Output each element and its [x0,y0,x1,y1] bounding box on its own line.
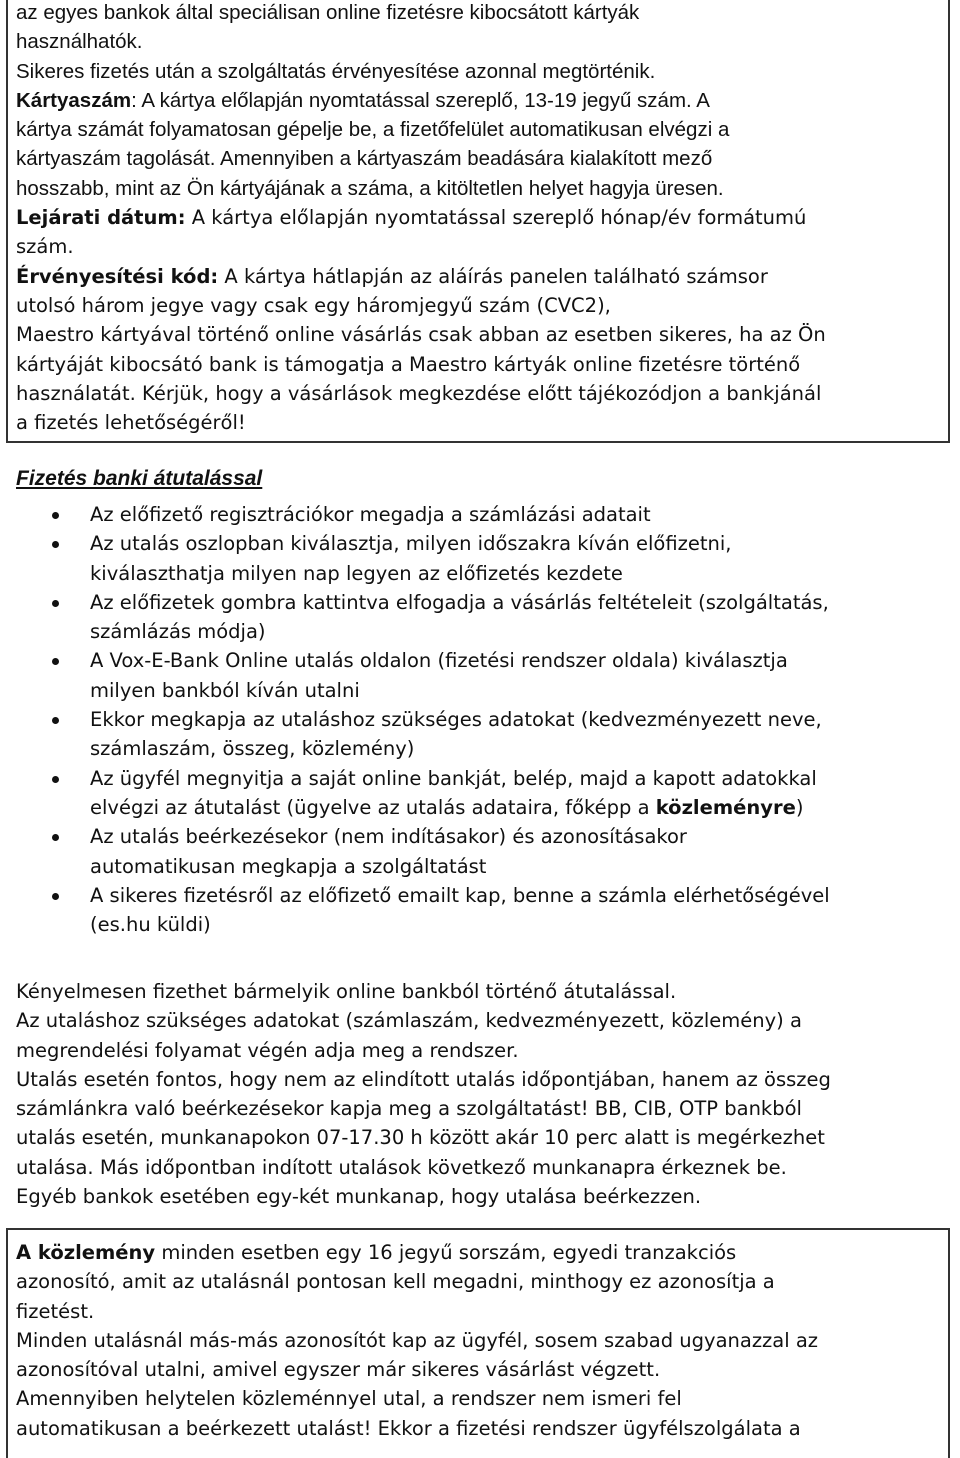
text-span: minden esetben egy 16 jegyű sorszám, egyedi tranzakciós [155,1241,737,1264]
text-span: elvégzi az átutalást (ügyelve az utalás adataira, főképp a [90,795,656,819]
bullet-icon [52,512,59,519]
text-line: Minden utalásnál más-más azonosítót kap az ügyfél, sosem szabad ugyanazzal az [16,1328,819,1352]
bullet-icon [52,600,59,607]
text-line: számlánkra való beérkezésekor kapja meg a szolgáltatást! BB, CIB, OTP bankból [16,1097,802,1121]
text-line: használhatók. [16,30,143,54]
list-item [16,500,946,529]
text-line: (es.hu küldi) [90,913,211,937]
text-line: automatikusan megkapja a szolgáltatást [90,854,487,878]
announcement-paragraph [16,1238,940,1267]
list-item [16,881,946,940]
bullet-icon [52,776,59,783]
bullet-icon [52,658,59,665]
text-line: Amennyiben helytelen közleménnyel utal, a rendszer nem ismeri fel [16,1387,682,1411]
text-span: A kártya hátlapján az aláírás panelen található számsor [218,264,768,288]
announcement-label: A közlemény [16,1241,156,1264]
text-line: kártya számát folyamatosan gépelje be, a fizetőfelület automatikusan elvégzi a [16,118,730,142]
text-line: kártyáját kibocsátó bank is támogatja a Maestro kártyák online fizetésre történő [16,352,801,376]
text-line: A Vox-E-Bank Online utalás oldalon (fizetési rendszer oldala) kiválasztja [90,649,788,673]
card-intro-text [16,0,940,203]
text-line: Ekkor megkapja az utaláshoz szükséges adatokat (kedvezményezett neve, [90,708,822,732]
text-span: kártyaszám tagolását. [16,147,216,171]
list-item [16,705,946,764]
text-line: azonosító, amit az utalásnál pontosan kell megadni, minthogy ez azonosítja a [16,1270,775,1294]
text-line [90,793,946,822]
list-item [16,764,946,823]
expiry-label: Lejárati dátum: [16,206,186,230]
text-line: utalás esetén, munkanapokon 07-17.30 h között akár 10 perc alatt is megérkezhet [16,1126,825,1150]
text-line: azonosítóval utalni, amivel egyszer már sikeres vásárlást végzett. [16,1358,661,1382]
list-item [16,529,946,588]
bank-transfer-heading: Fizetés banki átutalással [16,467,263,490]
text-line: milyen bankból kíván utalni [90,678,360,702]
text-line: a fizetés lehetőségéről! [16,411,246,435]
text-line: Maestro kártyával történő online vásárlás csak abban az esetben sikeres, ha az Ön [16,323,826,347]
text-line: az egyes bankok által speciálisan online fizetésre kibocsátott kártyák [16,1,640,24]
text-line: utolsó három jegye vagy csak egy háromjegyű szám (CVC2), [16,293,611,317]
text-line: fizetést. [16,1299,95,1323]
text-line: Utalás esetén fontos, hogy nem az elindított utalás időpontjában, hanem az összeg [16,1067,831,1091]
list-item [16,588,946,647]
list-item [16,646,946,705]
text-line: automatikusan a beérkezett utalást! Ekkor a fizetési rendszer ügyfélszolgálata a [16,1416,801,1440]
text-line: megrendelési folyamat végén adja meg a rendszer. [16,1038,519,1062]
list-item [16,822,946,881]
bullet-icon [52,717,59,724]
cvc-label: Érvényesítési kód: [16,264,219,288]
text-span: Amennyiben a kártyaszám beadására kialakított mező [215,147,713,171]
cvc-paragraph [16,262,940,291]
text-line: Az utaláshoz szükséges adatokat (számlaszám, kedvezményezett, közlemény) a [16,1009,802,1033]
text-span: : A kártya előlapján nyomtatással szereplő, 13-19 jegyű szám. A [131,88,710,112]
text-line: Kényelmesen fizethet bármelyik online bankból történő átutalással. [16,980,677,1003]
text-line: Az előfizetek gombra kattintva elfogadja a vásárlás feltételeit (szolgáltatás, [90,590,829,614]
text-span: A kártya előlapján nyomtatással szereplő hónap/év formátumú [185,206,807,230]
text-line: Az ügyfél megnyitja a saját online bankját, belép, majd a kapott adatokkal [90,766,817,790]
expiry-paragraph [16,203,940,232]
text-line: A sikeres fizetésről az előfizető emailt kap, benne a számla elérhetőségével [90,883,830,907]
text-line: számlaszám, összeg, közlemény) [90,737,415,761]
bullet-icon [52,541,59,548]
card-number-paragraph [16,86,940,115]
bullet-icon [52,893,59,900]
bank-transfer-steps-list [16,500,946,939]
text-span: Az előfizető regisztrációkor megadja a számlázási adatait [90,503,651,526]
text-line: kiválaszthatja milyen nap legyen az előfizetés kezdete [90,561,623,585]
text-span: ) [795,795,804,819]
text-line: Az utalás beérkezésekor (nem indításakor) és azonosításakor [90,825,687,849]
announcement-info-box [6,1228,950,1458]
text-line: Sikeres fizetés után a szolgáltatás érvényesítése azonnal megtörténik. [16,59,656,83]
text-line: hosszabb, mint az Ön kártyájának a száma, a kitöltetlen helyet hagyja üresen. [16,176,724,200]
text-line: Egyéb bankok esetében egy-két munkanap, hogy utalása beérkezzen. [16,1185,702,1209]
text-line [16,144,940,173]
text-line: használatát. Kérjük, hogy a vásárlások megkezdése előtt tájékozódjon a bankjánál [16,381,822,405]
announcement-emphasis: közleményre [655,795,796,819]
card-number-label: Kártyaszám [16,88,132,112]
bullet-icon [52,834,59,841]
bank-transfer-info-text [16,977,951,1211]
text-line: Az utalás oszlopban kiválasztja, milyen időszakra kíván előfizetni, [90,532,732,556]
card-payment-info-box [6,0,950,443]
text-line: számlázás módja) [90,620,266,644]
text-line: szám. [16,235,74,259]
text-line: utalása. Más időpontban indított utalások következő munkanapra érkeznek be. [16,1155,787,1179]
